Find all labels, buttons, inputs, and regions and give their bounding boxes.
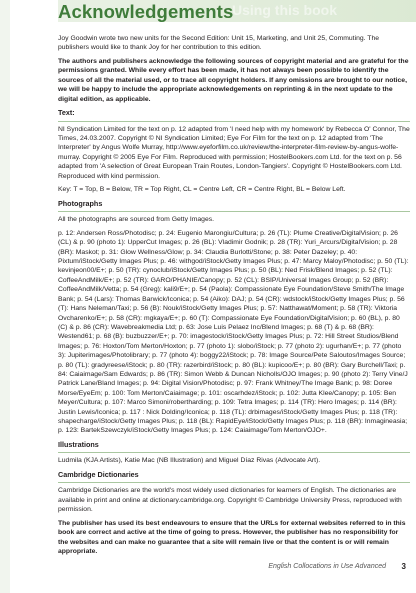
- text-credits: NI Syndication Limited for the text on p. 12 adapted from 'I need help with my homework' by Rebecca O' Connor, The Times, 24.03.2007. Copyright © NI Syndication Limited; Eye For Film for the text on p. 12 adapted from 'The Interpreter' by Angus Wolfe Murray, http://www.eyeforfilm.co.uk/review/the-interpreter-film-review-by-angus-wolfe-murray. Copyright © 2005 Eye For Film. Reproduced with permission; HostelBookers.com Ltd. for the text on p. 56 adapted from 'A selection of Great European Train Routes, London-Tangiers'. Copyright © HostelBookers.com Ltd. Reproduced with kind permission.: [58, 125, 410, 180]
- photo-credits: p. 12: Andersen Ross/Photodisc; p. 24: Eugenio Marongiu/Cultura; p. 26 (TL): Plume Creative/DigitalVision; p. 26 (CL) & p. 90 (photo 1): UpperCut Images; p. 26 (BL): Vladimir Godnik; p. 28 (TR): Yuri_Arcurs/DigitalVision; p. 28 (BR): Maskot; p. 31: Glow Wellness/Glow; p. 34: Claudia Burlotti/Stone; p. 38: Peter Dazeley; p. 40: Pixtum/iStock/Getty Images Plus; p. 46: withgod/iStock/Getty Images Plus; p. 47: Marcy Maloy/Photodisc; p. 50 (TL): kevinjeon00/E+; p. 50 (TR): cynoclub/iStock/Getty Images Plus; p. 50 (BL): Ned Frisk/Blend Images; p. 52 (TL): CoffeeAndMilk/E+; p. 52 (TR): GARO/PHANIE/Canopy; p. 52 (CL): BSIP/Universal Images Group; p. 52 (BR): CoffeeAndMilk/Vetta; p. 54 (Greg): kali9/E+; p. 54 (Paola): Compassionate Eye Foundation/Steve Smith/The Image Bank; p. 54 (Lars): Thomas Barwick/Iconica; p. 54 (Aiko): DAJ; p. 54 (CR): wdstock/iStock/Getty Images Plus; p. 56 (T): Hans Neleman/Taxi; p. 56 (B): Nouk/iStock/Getty Images Plus; p. 57: Natthawat/Moment; p. 58 (TR): Viktoria Ovcharenko/E+; p. 58 (CR): mgkaya/E+; p. 60 (T): Compassionate Eye Foundation/DigitalVision; p. 60 (BL), p. 80 (C) & p. 86 (CR): Wavebreakmedia Ltd; p. 63: Jose Luis Pelaez Inc/Blend Images; p. 68 (T) & p. 68 (BR): Westend61; p. 68 (B): buzbuzzer/E+; p. 70: imagestock/iStock/Getty Images Plus; p. 72: Hill Street Studios/Blend Images; p. 76: Hoxton/Tom Merton/Hoxton; p. 77 (photo 1): slobo/iStock; p. 77 (photo 2): ugurhan/E+; p. 77 (photo 3): Jupiterimages/Photolibrary; p. 77 (photo 4): boggy22/iStock; p. 78: Image Source/Pete Saloutos/Images Source; p. 80 (TL): gradyreese/iStock; p. 80 (TR): razerbird/iStock; p. 80 (BL): kupicoo/E+; p. 80 (BR): Gary Burchell/Taxi; p. 84: Caiaimage/Sam Edwards; p. 86 (TR): Simon Webb & Duncan Nicholls/OJO Images; p. 90 (photo 2): Terry Vine/J Patrick Lane/Bland Images; p. 94: Digital Vision/Photodisc; p. 97: Frank Whitney/The Image Bank; p. 98: Doree Morse/EyeEm; p. 100: Tom Merton/Caiaimage; p. 101: oscarhdez/iStock; p. 102: Jutta Klee/Canopy; p. 105: Ben Meyer/Cultura; p. 107: Marco Simoni/robertharding; p. 109: Tetra Images; p. 114 (TR): Hero Images; p. 114 (BR): Justin Lewis/Iconica; p. 117 : Nick Dolding/Iconica; p. 118 (TL): drbimages/iStock/Getty Images Plus; p. 118 (TR): shapecharge/iStock/Getty Images Plus; p. 118 (BL): RapidEye/iStock/Getty Images Plus; p. 118 (BR): Inmagineasia; p. 123: BartekSzewczyk/iStock/Getty Images Plus; p. 124: Caiaimage/Tom Merton/OJO+.: [58, 229, 409, 435]
- permissions-note: The authors and publishers acknowledge the following sources of copyright material and are grateful for the permissions granted. While every effort has been made, it has not always been possible to identify the sources of all the material used, or to trace all copyright holders. If any omissions are brought to our notice, we will be happy to include the appropriate acknowledgements on reprinting & in the next update to the digital edition, as applicable.: [58, 58, 409, 103]
- illustration-credits: Ludmila (KJA Artists), Katie Mac (NB Illustration) and Miguel Díaz Rivas (Advocate Art).: [58, 457, 321, 465]
- ghost-section-title: Using this book: [232, 2, 337, 18]
- section-divider: [58, 211, 410, 212]
- illustrations-heading: Illustrations: [58, 439, 99, 449]
- left-margin-band: [0, 0, 10, 593]
- dictionaries-text: Cambridge Dictionaries are the world's most widely used dictionaries for learners of English. The dictionaries are available in print and online at dictionary.cambridge.org. Copyright © Cambridge University Press, reproduced with permission.: [58, 487, 402, 514]
- dictionaries-heading: Cambridge Dictionaries: [58, 469, 139, 479]
- intro-paragraph: Joy Goodwin wrote two new units for the Second Edition: Unit 15, Marketing, and Unit 25, Commuting. The publishers would like to thank Joy for her contribution to this edition.: [58, 35, 380, 52]
- section-divider: [58, 482, 410, 483]
- photographs-heading: Photographs: [58, 198, 103, 208]
- page-title: Acknowledgements: [58, 1, 234, 22]
- page-number: 3: [401, 562, 406, 571]
- key-line: Key: T = Top, B = Below, TR = Top Right, CL = Centre Left, CR = Centre Right, BL = Below Left.: [58, 186, 346, 194]
- acknowledgements-content: [58, 34, 410, 561]
- section-divider: [58, 452, 410, 453]
- urls-note: The publisher has used its best endeavours to ensure that the URLs for external websites referred to in this book are correct and active at the time of going to press. However, the publisher has no responsibility for the websites and can make no guarantee that a site will remain live or that the content is or will remain appropriate.: [58, 519, 406, 555]
- section-divider: [58, 121, 410, 122]
- text-heading: Text:: [58, 108, 75, 118]
- photographs-intro: All the photographs are sourced from Getty Images.: [58, 216, 215, 224]
- footer-book-title: English Collocations in Use Advanced: [268, 563, 386, 570]
